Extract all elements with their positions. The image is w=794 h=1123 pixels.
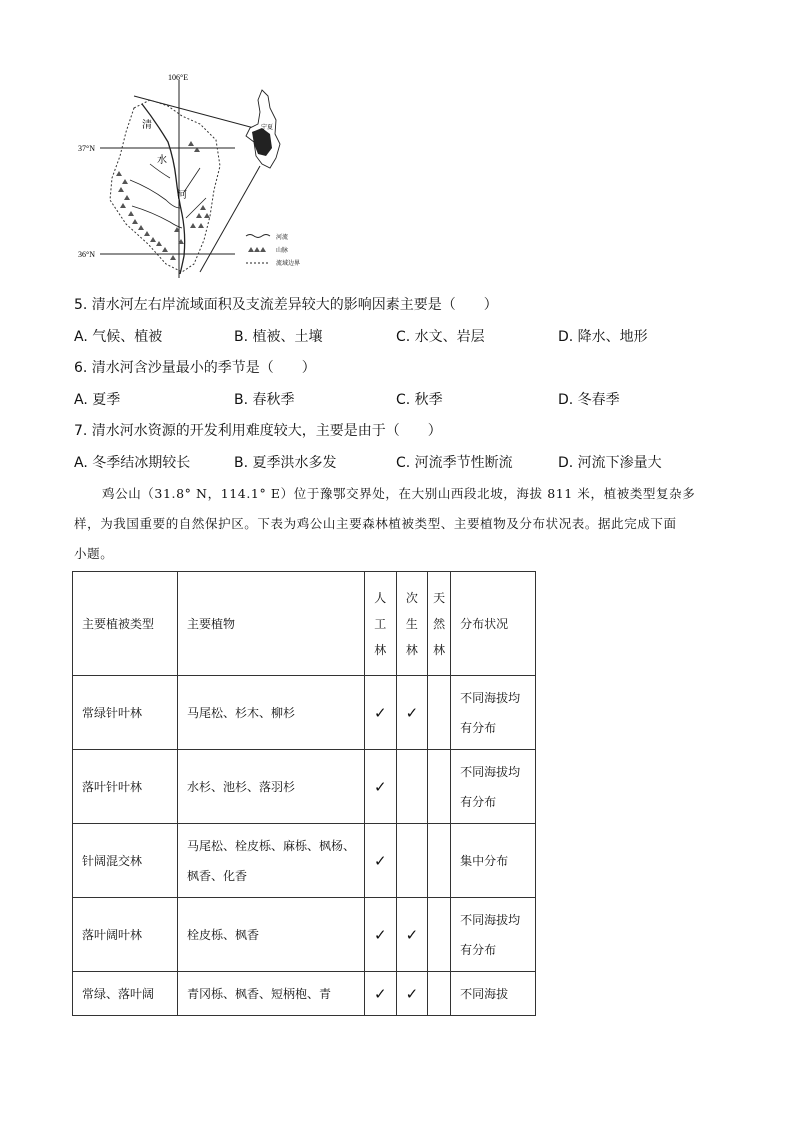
cell-plantation-check: ✓ [365, 972, 397, 1016]
cell-secondary-empty [396, 750, 428, 824]
passage-line-1: 鸡公山（31.8° N，114.1° E）位于豫鄂交界处，在大别山西段北坡，海拔 811 米，植被类型复杂多 [102, 486, 696, 501]
cell-plantation-check: ✓ [365, 676, 397, 750]
legend-boundary-label: 流域边界 [276, 260, 301, 267]
question-5-option-b: B. 植被、土壤 [234, 329, 323, 345]
map-svg [70, 68, 330, 280]
passage-line-3: 小题。 [74, 546, 114, 561]
cell-natural-empty [428, 750, 451, 824]
question-7-option-a: A. 冬季结冰期较长 [74, 455, 191, 471]
lon-label: 106°E [168, 73, 189, 82]
tributary-5 [150, 164, 170, 178]
cell-natural-empty [428, 676, 451, 750]
cell-distribution: 集中分布 [451, 824, 536, 898]
cell-plants: 栓皮栎、枫香 [178, 898, 365, 972]
question-6-option-c: C. 秋季 [396, 392, 443, 408]
question-6-stem: 6. 清水河含沙量最小的季节是（ ） [74, 360, 316, 376]
river-char-he: 河 [177, 190, 187, 201]
table-row [73, 750, 536, 824]
question-5-option-d: D. 降水、地形 [558, 329, 648, 345]
question-5-option-c: C. 水文、岩层 [396, 329, 485, 345]
cell-veg-type: 常绿针叶林 [73, 676, 178, 750]
legend-mountain-label: 山脉 [276, 247, 289, 254]
ningxia-label: 宁夏 [261, 124, 274, 131]
question-6-option-b: B. 春秋季 [234, 392, 295, 408]
table-row [73, 676, 536, 750]
cell-distribution: 不同海拔 [451, 972, 536, 1016]
header-veg-type: 主要植被类型 [73, 572, 178, 676]
cell-secondary-check: ✓ [396, 898, 428, 972]
cell-plantation-check: ✓ [365, 750, 397, 824]
cell-distribution: 不同海拔均有分布 [451, 898, 536, 972]
tributary-2 [132, 206, 182, 228]
question-6-option-a: A. 夏季 [74, 392, 121, 408]
cell-secondary-check: ✓ [396, 676, 428, 750]
question-6-option-d: D. 冬春季 [558, 392, 620, 408]
cell-natural-empty [428, 972, 451, 1016]
cell-plants: 马尾松、栓皮栎、麻栎、枫杨、枫香、化香 [178, 824, 365, 898]
cell-veg-type: 常绿、落叶阔 [73, 972, 178, 1016]
mountain-symbol-icon [248, 247, 266, 252]
cell-plants: 青冈栎、枫香、短柄枹、青 [178, 972, 365, 1016]
cell-natural-empty [428, 824, 451, 898]
question-7-option-d: D. 河流下渗量大 [558, 455, 662, 471]
cell-plants: 水杉、池杉、落羽杉 [178, 750, 365, 824]
basin-boundary [110, 100, 220, 272]
cell-plantation-check: ✓ [365, 898, 397, 972]
cell-veg-type: 落叶针叶林 [73, 750, 178, 824]
lat-37-label: 37°N [78, 144, 95, 153]
map-legend [246, 233, 300, 267]
legend-river-label: 河流 [276, 234, 289, 241]
table-header-row [73, 572, 536, 676]
passage [74, 479, 724, 569]
cell-secondary-check: ✓ [396, 972, 428, 1016]
question-7-option-c: C. 河流季节性断流 [396, 455, 513, 471]
question-7-stem: 7. 清水河水资源的开发利用难度较大，主要是由于（ ） [74, 423, 442, 439]
header-secondary-forest: 次生林 [396, 572, 428, 676]
cell-plants: 马尾松、杉木、柳杉 [178, 676, 365, 750]
header-plantation: 人工林 [365, 572, 397, 676]
header-distribution: 分布状况 [451, 572, 536, 676]
tributary-3 [184, 168, 200, 192]
cell-secondary-empty [396, 824, 428, 898]
table-row [73, 898, 536, 972]
cell-veg-type: 针阔混交林 [73, 824, 178, 898]
tributary-1 [130, 180, 180, 208]
question-5-stem: 5. 清水河左右岸流域面积及支流差异较大的影响因素主要是（ ） [74, 297, 498, 313]
table-row [73, 972, 536, 1016]
cell-distribution: 不同海拔均有分布 [451, 676, 536, 750]
header-natural-forest: 天然林 [428, 572, 451, 676]
river-symbol-icon [246, 235, 270, 238]
cell-distribution: 不同海拔均有分布 [451, 750, 536, 824]
table-row [73, 824, 536, 898]
cell-plantation-check: ✓ [365, 824, 397, 898]
cell-natural-empty [428, 898, 451, 972]
qingshui-river-map [70, 68, 330, 280]
cell-veg-type: 落叶阔叶林 [73, 898, 178, 972]
lat-36-label: 36°N [78, 250, 95, 259]
river-char-qing: 清 [142, 120, 152, 131]
passage-line-2: 样，为我国重要的自然保护区。下表为鸡公山主要森林植被类型、主要植物及分布状况表。据此完成下面 [74, 516, 677, 531]
header-main-plants: 主要植物 [178, 572, 365, 676]
vegetation-table [72, 571, 536, 1016]
question-5-option-a: A. 气候、植被 [74, 329, 163, 345]
question-7-option-b: B. 夏季洪水多发 [234, 455, 337, 471]
river-char-shui: 水 [157, 155, 167, 166]
